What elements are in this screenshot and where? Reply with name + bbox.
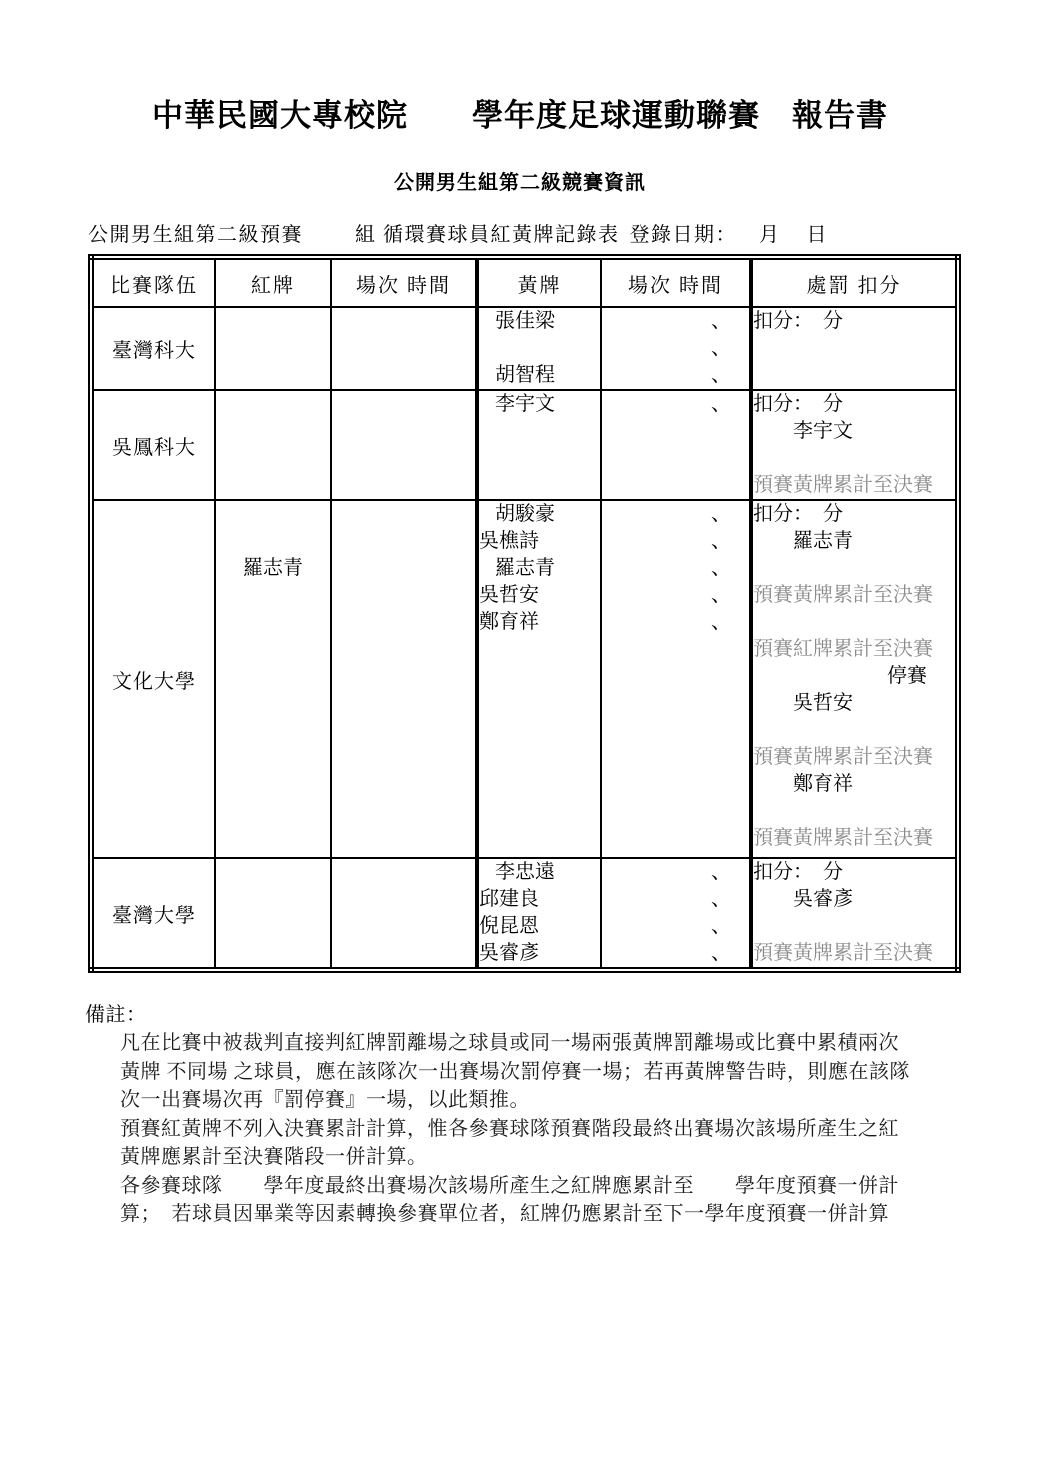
time-mark: 、 [711,611,731,633]
notes-section [85,1001,1040,1229]
red-card-cell [215,390,331,500]
penalty-line: 吳哲安 [793,692,853,714]
penalty-line [753,717,955,744]
penalty-line: 扣分： 分 [753,393,843,415]
penalty-cell [751,390,958,500]
note-line: 凡在比賽中被裁判直接判紅牌罰離場之球員或同一場兩張黃牌罰離場或比賽中累積兩次 [120,1032,899,1054]
penalty-line [753,445,955,472]
meta-line [88,222,1040,248]
yellow-card-cell [477,500,601,858]
team-cell: 吳鳳科大 [91,390,215,500]
card-player-name: 鄭育祥 [479,611,539,633]
time-mark: 、 [711,310,731,332]
month-label: 月 [759,224,781,246]
penalty-line: 鄭育祥 [793,773,853,795]
column-header: 比賽隊伍 [91,257,215,307]
time-mark: 、 [711,503,731,525]
team-cell: 臺灣大學 [91,858,215,970]
red-time-cell [331,858,477,970]
time-mark: 、 [711,942,731,964]
time-mark: 、 [711,888,731,910]
penalty-line [753,798,955,825]
penalty-line: 預賽紅牌累計至決賽 [753,638,933,660]
note-line: 黃牌 不同場 之球員，應在該隊次一出賽場次罰停賽一場；若再黃牌警告時，則應在該隊 [120,1060,910,1083]
yellow-card-cell [477,858,601,970]
card-player-name: 吳樵詩 [479,530,539,552]
page-title: 中華民國大專校院 學年度足球運動聯賽 報告書 [152,98,888,133]
card-player-name: 李忠遠 [495,861,555,883]
penalty-line [753,555,955,582]
card-player-name [216,501,330,528]
card-player-name: 吳睿彥 [479,942,539,964]
note-line: 黃牌應累計至決賽階段一併計算。 [120,1146,428,1168]
penalty-line [753,609,955,636]
penalty-line: 預賽黃牌累計至決賽 [753,942,933,964]
penalty-line: 預賽黃牌累計至決賽 [753,746,933,768]
day-label: 日 [806,224,828,246]
penalty-cell [751,500,958,858]
time-mark: 、 [711,915,731,937]
red-card-cell [215,307,331,390]
note-line: 算； 若球員因畢業等因素轉換參賽單位者，紅牌仍應累計至下一學年度預賽一併計算 [120,1203,889,1225]
card-player-name: 邱建良 [479,888,539,910]
note-line: 各參賽球隊 學年度最終出賽場次該場所產生之紅牌應累計至 學年度預賽一併計 [120,1174,899,1197]
penalty-line: 預賽黃牌累計至決賽 [753,827,933,849]
yellow-time-cell [601,500,751,858]
yellow-time-cell [601,307,751,390]
table-row [91,307,958,390]
card-player-name: 倪昆恩 [479,915,539,937]
red-time-cell [331,307,477,390]
yellow-card-cell [477,390,601,500]
table-row [91,390,958,500]
notes-label: 備註： [85,1004,147,1026]
time-mark: 、 [711,584,731,606]
penalty-line: 扣分： 分 [753,503,843,525]
column-header: 黃牌 [477,257,601,307]
time-mark: 、 [711,557,731,579]
penalty-line: 預賽黃牌累計至決賽 [753,474,933,496]
note-lines [120,1029,1040,1229]
note-line: 次一出賽場次再『罰停賽』一場，以此類推。 [120,1089,530,1111]
penalty-line [753,913,955,940]
register-date-label: 登錄日期： [629,224,737,246]
red-card-cell [215,500,331,858]
card-player-name: 吳哲安 [479,584,539,606]
time-mark: 、 [711,337,731,359]
card-player-name: 羅志青 [243,557,303,579]
record-table-label: 組 循環賽球員紅黃牌記錄表 [355,224,620,246]
yellow-card-cell [477,307,601,390]
card-player-name [479,335,600,362]
red-time-cell [331,390,477,500]
column-header: 場次 時間 [601,257,751,307]
card-player-name: 胡駿豪 [495,503,555,525]
column-header: 處罰 扣分 [751,257,958,307]
time-mark: 、 [711,393,731,415]
time-mark: 、 [711,530,731,552]
yellow-time-cell [601,390,751,500]
penalty-cell [751,307,958,390]
penalty-cell [751,858,958,970]
note-line: 預賽紅黃牌不列入決賽累計計算，惟各參賽球隊預賽階段最終出賽場次該場所產生之紅 [120,1117,899,1140]
card-record-table [88,254,961,973]
time-mark: 、 [711,364,731,386]
table-header-row [91,257,958,307]
penalty-line: 吳睿彥 [793,888,853,910]
card-player-name: 羅志青 [495,557,555,579]
penalty-line: 李宇文 [793,420,853,442]
yellow-time-cell [601,858,751,970]
card-player-name: 胡智程 [495,364,555,386]
team-cell: 臺灣科大 [91,307,215,390]
penalty-line: 停賽 [887,665,927,687]
card-player-name: 李宇文 [495,393,555,415]
table-row [91,858,958,970]
red-time-cell [331,500,477,858]
penalty-line: 扣分： 分 [753,861,843,883]
page-subtitle: 公開男生組第二級競賽資訊 [394,172,646,194]
penalty-line: 預賽黃牌累計至決賽 [753,584,933,606]
time-mark: 、 [711,861,731,883]
table-row [91,500,958,858]
column-header: 紅牌 [215,257,331,307]
penalty-line: 扣分： 分 [753,310,843,332]
group-label: 公開男生組第二級預賽 [88,224,303,246]
column-header: 場次 時間 [331,257,477,307]
red-card-cell [215,858,331,970]
team-cell: 文化大學 [91,500,215,858]
penalty-line: 羅志青 [793,530,853,552]
card-player-name [216,528,330,555]
card-player-name: 張佳梁 [495,310,555,332]
